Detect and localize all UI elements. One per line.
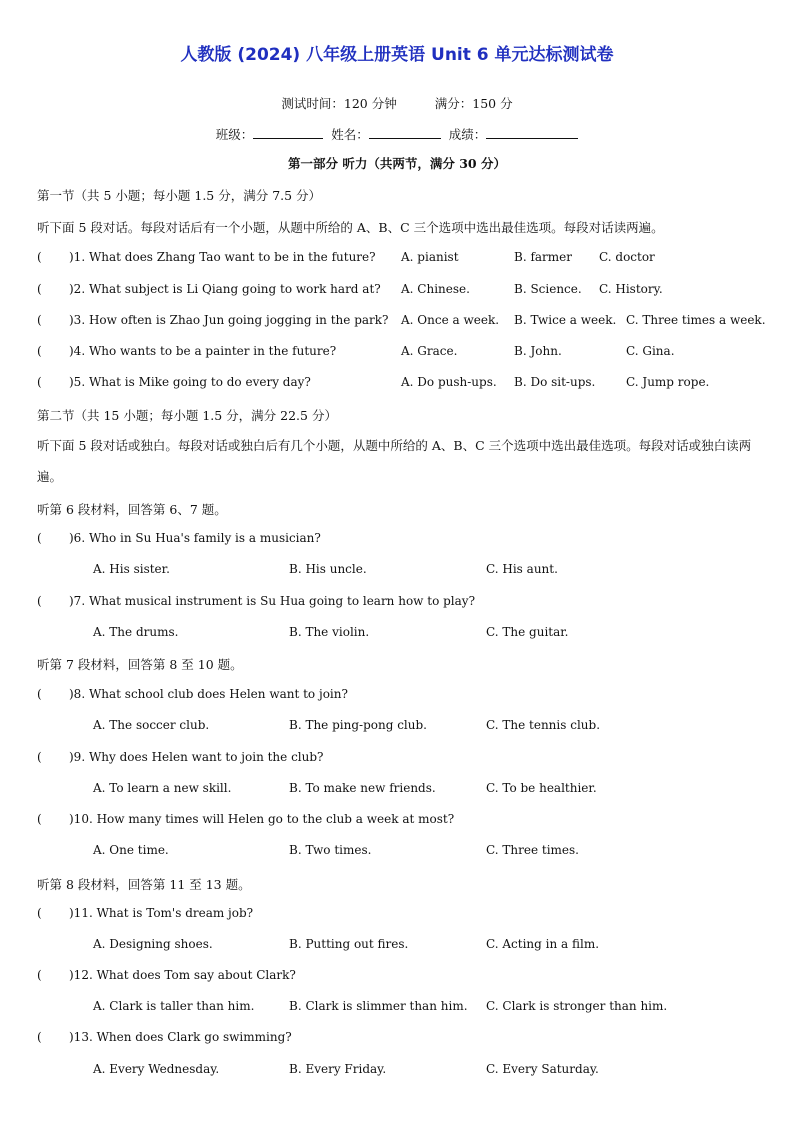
part1-heading: 第一部分 听力（共两节，满分 30 分） xyxy=(288,156,506,171)
page-title: 人教版 (2024) 八年级上册英语 Unit 6 单元达标测试卷 xyxy=(180,45,614,65)
option-b: B. farmer xyxy=(514,250,572,264)
option-b: B. To make new friends. xyxy=(289,781,436,795)
option-b: B. John. xyxy=(514,344,562,358)
answer-bracket[interactable]: ( xyxy=(37,375,42,389)
question-stem: )8. What school club does Helen want to join? xyxy=(69,687,348,701)
option-a: A. Clark is taller than him. xyxy=(93,999,255,1013)
question-stem: )13. When does Clark go swimming? xyxy=(69,1030,292,1044)
answer-bracket[interactable]: ( xyxy=(37,313,42,327)
question-stem: )7. What musical instrument is Su Hua going to learn how to play? xyxy=(69,594,476,608)
question-1 xyxy=(37,250,376,264)
option-b: B. Science. xyxy=(514,282,582,296)
group-intro: 听第 7 段材料，回答第 8 至 10 题。 xyxy=(37,657,243,672)
option-c: C. The tennis club. xyxy=(486,718,601,732)
option-c: C. Every Saturday. xyxy=(486,1062,599,1076)
answer-bracket[interactable]: ( xyxy=(37,1030,42,1044)
option-c: C. doctor xyxy=(599,250,655,264)
answer-bracket[interactable]: ( xyxy=(37,594,42,608)
option-c: C. His aunt. xyxy=(486,562,558,576)
question-13 xyxy=(37,1030,292,1044)
option-a: A. The soccer club. xyxy=(93,718,210,732)
question-9 xyxy=(37,750,323,764)
option-a: A. Do push-ups. xyxy=(401,375,497,389)
option-c: C. The guitar. xyxy=(486,625,569,639)
name-label: 姓名： xyxy=(331,127,369,142)
question-stem: )1. What does Zhang Tao want to be in the future? xyxy=(69,250,376,264)
option-a: A. Designing shoes. xyxy=(93,937,213,951)
question-stem: )10. How many times will Helen go to the club a week at most? xyxy=(69,812,455,826)
question-7 xyxy=(37,594,475,608)
option-b: B. Clark is slimmer than him. xyxy=(289,999,468,1013)
question-12 xyxy=(37,968,296,982)
grade-blank[interactable] xyxy=(486,126,578,139)
option-b: B. Putting out fires. xyxy=(289,937,409,951)
option-a: A. Chinese. xyxy=(401,282,470,296)
option-a: A. Grace. xyxy=(401,344,458,358)
question-8 xyxy=(37,687,348,701)
option-b: B. Two times. xyxy=(289,843,372,857)
option-b: B. Twice a week. xyxy=(514,313,617,327)
section1-instruction: 听下面 5 段对话。每段对话后有一个小题，从题中所给的 A、B、C 三个选项中选出最佳选项。每段对话读两遍。 xyxy=(37,220,664,235)
question-6 xyxy=(37,531,321,545)
section1-heading: 第一节（共 5 小题；每小题 1.5 分，满分 7.5 分） xyxy=(37,188,322,203)
section2-heading: 第二节（共 15 小题；每小题 1.5 分，满分 22.5 分） xyxy=(37,408,337,423)
student-info xyxy=(0,125,794,143)
answer-bracket[interactable]: ( xyxy=(37,531,42,545)
option-a: A. To learn a new skill. xyxy=(93,781,232,795)
option-b: B. Every Friday. xyxy=(289,1062,387,1076)
answer-bracket[interactable]: ( xyxy=(37,812,42,826)
question-stem: )5. What is Mike going to do every day? xyxy=(69,375,311,389)
full-score: 满分：150 分 xyxy=(434,96,513,111)
test-time: 测试时间：120 分钟 xyxy=(281,96,397,111)
option-c: C. History. xyxy=(599,282,663,296)
option-a: A. His sister. xyxy=(93,562,170,576)
option-a: A. Once a week. xyxy=(401,313,500,327)
group-intro: 听第 6 段材料，回答第 6、7 题。 xyxy=(37,502,227,517)
answer-bracket[interactable]: ( xyxy=(37,968,42,982)
option-c: C. Three times a week. xyxy=(626,313,766,327)
option-b: B. The ping-pong club. xyxy=(289,718,427,732)
question-stem: )12. What does Tom say about Clark? xyxy=(69,968,296,982)
question-5 xyxy=(37,375,311,389)
question-stem: )4. Who wants to be a painter in the future? xyxy=(69,344,337,358)
option-b: B. Do sit-ups. xyxy=(514,375,596,389)
option-c: C. To be healthier. xyxy=(486,781,597,795)
question-stem: )3. How often is Zhao Jun going jogging in the park? xyxy=(69,313,389,327)
option-c: C. Jump rope. xyxy=(626,375,710,389)
question-11 xyxy=(37,906,253,920)
option-a: A. The drums. xyxy=(93,625,179,639)
question-stem: )2. What subject is Li Qiang going to work hard at? xyxy=(69,282,381,296)
question-3 xyxy=(37,313,388,327)
answer-bracket[interactable]: ( xyxy=(37,750,42,764)
option-c: C. Acting in a film. xyxy=(486,937,600,951)
question-stem: )9. Why does Helen want to join the club? xyxy=(69,750,324,764)
answer-bracket[interactable]: ( xyxy=(37,282,42,296)
answer-bracket[interactable]: ( xyxy=(37,250,42,264)
grade-label: 成绩： xyxy=(448,127,487,142)
question-10 xyxy=(37,812,454,826)
option-c: C. Gina. xyxy=(626,344,675,358)
option-b: B. His uncle. xyxy=(289,562,367,576)
name-blank[interactable] xyxy=(369,126,441,139)
question-stem: )6. Who in Su Hua's family is a musician? xyxy=(69,531,321,545)
option-c: C. Clark is stronger than him. xyxy=(486,999,668,1013)
group-intro: 听第 8 段材料，回答第 11 至 13 题。 xyxy=(37,877,251,892)
class-label: 班级： xyxy=(215,127,254,142)
answer-bracket[interactable]: ( xyxy=(37,906,42,920)
question-4 xyxy=(37,344,336,358)
section2-instruction: 听下面 5 段对话或独白。每段对话或独白后有几个小题，从题中所给的 A、B、C 三个选项中选出最佳选项。每段对话或独白读两遍。 xyxy=(37,438,752,484)
option-a: A. Every Wednesday. xyxy=(93,1062,220,1076)
option-c: C. Three times. xyxy=(486,843,579,857)
option-a: A. pianist xyxy=(401,250,459,264)
option-a: A. One time. xyxy=(93,843,169,857)
question-2 xyxy=(37,282,381,296)
question-stem: )11. What is Tom's dream job? xyxy=(69,906,254,920)
exam-meta xyxy=(0,94,794,112)
answer-bracket[interactable]: ( xyxy=(37,344,42,358)
answer-bracket[interactable]: ( xyxy=(37,687,42,701)
option-b: B. The violin. xyxy=(289,625,370,639)
class-blank[interactable] xyxy=(253,126,323,139)
